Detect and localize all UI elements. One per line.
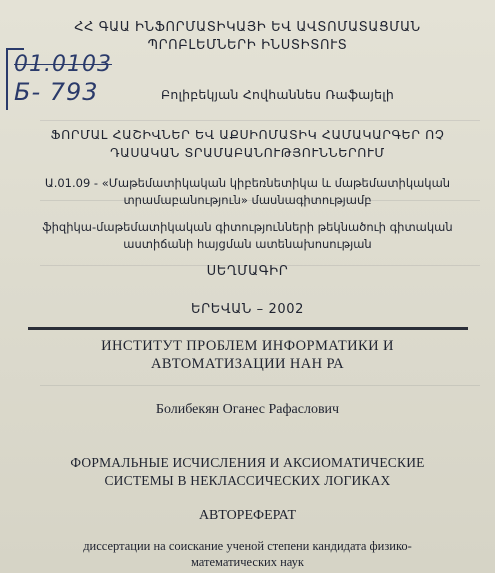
armenian-abstract-heading: ՍԵՂՄԱԳԻՐ [206,264,289,279]
russian-author: Болибекян Оганес Рафаслович [155,402,340,417]
russian-title-line2: СИСТЕМЫ В НЕКЛАССИЧЕСКИХ ЛОГИКАХ [104,473,391,488]
armenian-author: Բոլիբեկյան Հովհաննես Ռաֆայելի [161,87,394,102]
armenian-institute-line2: ՊՐՈԲԼԵՄՆԵՐԻ ԻՆՍՏԻՏՈՒՏ [147,38,348,53]
armenian-city-year: ԵՐԵՎԱՆ – 2002 [191,302,304,317]
handwritten-code-top: 01.0103 [14,52,112,77]
armenian-degree-line2: աստիճանի հայցման ատենախոսության [123,237,372,251]
armenian-title-line1: ՖՈՐՄԱԼ ՀԱՇԻՎՆԵՐ ԵՎ ԱՔՍԻՈՄԱՏԻԿ ՀԱՄԱԿԱՐԳԵՐ ՈՉ [50,127,445,142]
russian-abstract-heading: АВТОРЕФЕРАТ [198,508,297,523]
armenian-title-line2: ԴԱՍԱԿԱՆ ՏՐԱՄԱԲԱՆՈՒԹՅՈՒՆՆԵՐՈՒՄ [110,145,385,160]
russian-degree-line2: математических наук [190,555,305,569]
bleed-through-line [40,120,480,121]
section-divider [28,327,468,330]
armenian-degree-line1: ֆիզիկա-մաթեմատիկական գիտությունների թեկնածուի գիտական [42,220,453,234]
russian-degree-line1: диссертации на соискание ученой степени кандидата физико- [83,539,412,553]
armenian-specialty-line2: տրամաբանություն» մասնագիտությամբ [123,193,372,207]
armenian-specialty-line1: Ա.01.09 - «Մաթեմատիկական կիբեռնետիկա և մաթեմատիկական [44,176,451,190]
russian-title-line1: ФОРМАЛЬНЫЕ ИСЧИСЛЕНИЯ И АКСИОМАТИЧЕСКИЕ [70,455,425,470]
handwritten-code-bottom: Б- 793 [14,78,99,106]
armenian-institute-line1: ՀՀ ԳԱԱ ԻՆՖՈՐՄԱՏԻԿԱՅԻ ԵՎ ԱՎՏՈՄԱՏԱՑՄԱՆ [74,20,421,35]
russian-institute-line2: АВТОМАТИЗАЦИИ НАН РА [150,356,344,372]
russian-institute-line1: ИНСТИТУТ ПРОБЛЕМ ИНФОРМАТИКИ И [101,338,394,354]
bleed-through-line [40,385,480,386]
